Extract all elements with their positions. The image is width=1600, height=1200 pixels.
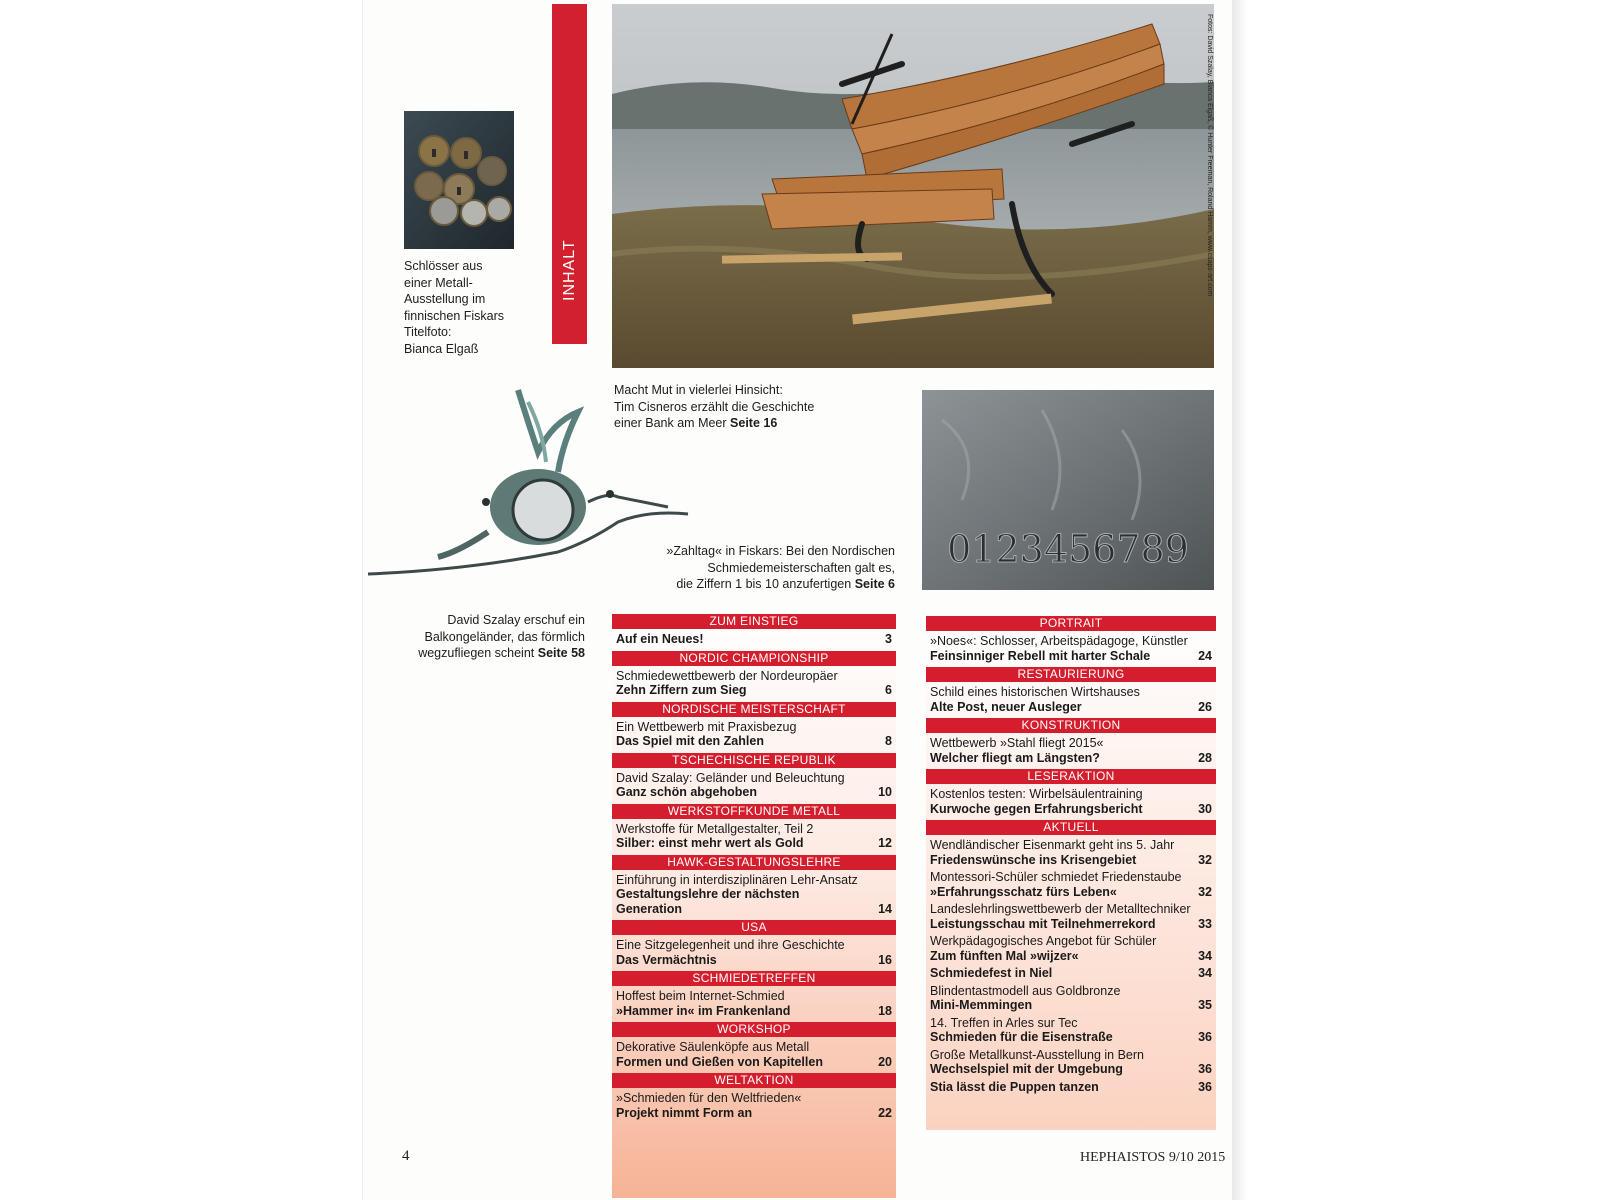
caption-line: David Szalay erschuf ein <box>447 613 585 627</box>
toc-entry[interactable] <box>612 989 896 1018</box>
caption-line: »Zahltag« in Fiskars: Bei den Nordischen <box>666 544 895 558</box>
toc-section-header: LESERAKTION <box>926 769 1216 784</box>
toc-entry-title: Mini-Memmingen <box>930 998 1033 1012</box>
page-reference: Seite 6 <box>854 577 895 591</box>
toc-entry[interactable] <box>926 685 1216 714</box>
photo-credit: Fotos: David Szalay, Bianca Elgaß, © Hunter Freeman, Roland Hamm, www.csaps-art.com <box>1206 14 1213 297</box>
toc-entry-subtitle: Montessori-Schüler schmiedet Friedenstaube <box>930 870 1182 884</box>
toc-section-header: WELTAKTION <box>612 1073 896 1088</box>
caption-text: einer Bank am Meer <box>614 416 727 430</box>
toc-entry[interactable] <box>926 838 1216 867</box>
toc-entry-subtitle: Dekorative Säulenköpfe aus Metall <box>616 1040 810 1054</box>
toc-entry-subtitle: Schmiedewettbewerb der Nordeuropäer <box>616 668 838 683</box>
toc-entry-title: Friedenswünsche ins Krisengebiet <box>930 852 1137 867</box>
toc-entry-subtitle: Werkstoffe für Metallgestalter, Teil 2 <box>616 821 814 836</box>
toc-entry[interactable] <box>612 632 896 647</box>
toc-section-header: ZUM EINSTIEG <box>612 614 896 629</box>
toc-entry-subtitle: David Szalay: Geländer und Beleuchtung <box>616 770 845 785</box>
page-reference: Seite 58 <box>537 646 585 660</box>
toc-entry[interactable] <box>612 873 896 917</box>
toc-entry-subtitle: Einführung in interdisziplinären Lehr-Ansatz <box>616 872 858 887</box>
zahltag-caption <box>600 543 895 593</box>
caption-line: Ausstellung im <box>404 292 486 306</box>
toc-entry-page: 3 <box>885 632 892 646</box>
toc-entry[interactable] <box>926 736 1216 765</box>
toc-entry[interactable] <box>926 787 1216 816</box>
balkon-caption <box>380 612 585 662</box>
toc-entry[interactable] <box>926 870 1216 899</box>
toc-entry-page: 24 <box>1198 648 1212 663</box>
inhalt-label: INHALT <box>561 239 578 301</box>
toc-entry-title: Welcher fliegt am Längsten? <box>930 750 1100 765</box>
bench-photo <box>612 4 1214 368</box>
toc-entry-page: 22 <box>878 1105 892 1120</box>
caption-text: die Ziffern 1 bis 10 anzufertigen <box>676 577 852 591</box>
toc-entry-page: 20 <box>878 1054 892 1069</box>
toc-entry-subtitle: Große Metallkunst-Ausstellung in Bern <box>930 1047 1144 1062</box>
toc-entry-page: 32 <box>1198 884 1212 899</box>
toc-section-header: RESTAURIERUNG <box>926 667 1216 682</box>
toc-entry-title: Kurwoche gegen Erfahrungsbericht <box>930 801 1143 816</box>
caption-line: Titelfoto: <box>404 325 452 339</box>
toc-entry-subtitle: Wendländischer Eisenmarkt geht ins 5. Jahr <box>930 838 1175 852</box>
toc-entry-page: 6 <box>885 683 892 697</box>
toc-entry-title: Projekt nimmt Form an <box>616 1105 753 1120</box>
toc-entry-subtitle: Blindentastmodell aus Goldbronze <box>930 983 1121 998</box>
toc-entry-subtitle: »Noes«: Schlosser, Arbeitspädagoge, Künstler <box>930 634 1188 648</box>
caption-line: Bianca Elgaß <box>404 341 479 356</box>
toc-section-header: PORTRAIT <box>926 616 1216 631</box>
page-number: 4 <box>402 1148 410 1164</box>
toc-entry-page: 34 <box>1198 966 1212 980</box>
toc-entry-page: 14 <box>878 901 892 916</box>
toc-section-header: WORKSHOP <box>612 1022 896 1037</box>
toc-entry-title: Wechselspiel mit der Umgebung <box>930 1062 1123 1076</box>
toc-entry-title: Das Spiel mit den Zahlen <box>616 734 764 748</box>
toc-section-header: HAWK-GESTALTUNGSLEHRE <box>612 855 896 870</box>
toc-entry-title: Zehn Ziffern zum Sieg <box>616 683 747 697</box>
caption-line <box>600 576 895 593</box>
toc-entry-page: 26 <box>1198 699 1212 714</box>
toc-entry-title: Zum fünften Mal »wijzer« <box>930 948 1079 963</box>
digits-photo <box>922 390 1214 590</box>
toc-section-header: NORDISCHE MEISTERSCHAFT <box>612 702 896 717</box>
toc-entry[interactable] <box>926 934 1216 963</box>
toc-entry[interactable] <box>612 822 896 851</box>
toc-entry-title: Stia lässt die Puppen tanzen <box>930 1079 1099 1094</box>
toc-entry-title: »Hammer in« im Frankenland <box>616 1003 791 1018</box>
page-reference: Seite 16 <box>730 416 778 430</box>
caption-line: Schmiedemeisterschaften galt es, <box>707 560 895 575</box>
toc-entry-title: Schmieden für die Eisenstraße <box>930 1030 1113 1044</box>
toc-entry-subtitle: Schild eines historischen Wirtshauses <box>930 685 1140 699</box>
caption-line: einer Metall- <box>404 275 473 290</box>
toc-entry[interactable] <box>926 984 1216 1013</box>
toc-entry[interactable] <box>612 1040 896 1069</box>
toc-section-header: NORDIC CHAMPIONSHIP <box>612 651 896 666</box>
caption-line: finnischen Fiskars <box>404 308 505 323</box>
caption-text: wegzufliegen scheint <box>418 646 535 660</box>
toc-entry-subtitle: Kostenlos testen: Wirbelsäulentraining <box>930 787 1143 801</box>
locks-caption <box>404 258 544 357</box>
toc-entry-title: Schmiedefest in Niel <box>930 966 1053 980</box>
toc-entry-page: 33 <box>1198 916 1212 931</box>
toc-section-header: USA <box>612 920 896 935</box>
toc-entry[interactable] <box>926 902 1216 931</box>
toc-entry-page: 36 <box>1198 1062 1212 1076</box>
toc-entry-page: 34 <box>1198 948 1212 963</box>
toc-entry[interactable] <box>612 1091 896 1120</box>
toc-section-header: TSCHECHISCHE REPUBLIK <box>612 753 896 768</box>
toc-section-header: WERKSTOFFKUNDE METALL <box>612 804 896 819</box>
toc-entry[interactable] <box>612 771 896 800</box>
toc-entry-title: Das Vermächtnis <box>616 952 717 967</box>
toc-entry-page: 32 <box>1198 852 1212 867</box>
toc-section-header: KONSTRUKTION <box>926 718 1216 733</box>
toc-entry-title: »Erfahrungsschatz fürs Leben« <box>930 884 1117 899</box>
toc-entry-title: Auf ein Neues! <box>616 632 704 646</box>
toc-entry[interactable] <box>612 720 896 749</box>
toc-entry[interactable] <box>926 1048 1216 1077</box>
toc-entry-title: Gestaltungslehre der nächsten Generation <box>616 887 800 916</box>
page-edge-shadow <box>1232 0 1248 1200</box>
toc-entry-page: 10 <box>878 785 892 799</box>
toc-entry-subtitle: Ein Wettbewerb mit Praxisbezug <box>616 719 797 734</box>
toc-entry[interactable] <box>612 938 896 967</box>
toc-entry-subtitle: Werkpädagogisches Angebot für Schüler <box>930 934 1157 948</box>
toc-left-column <box>612 614 896 1198</box>
toc-entry-page: 16 <box>878 952 892 967</box>
toc-entry-page: 12 <box>878 836 892 850</box>
caption-line: Tim Cisneros erzählt die Geschichte <box>614 399 815 414</box>
toc-entry-subtitle: 14. Treffen in Arles sur Tec <box>930 1015 1078 1030</box>
caption-line: Macht Mut in vielerlei Hinsicht: <box>614 383 783 397</box>
toc-entry-title: Alte Post, neuer Ausleger <box>930 699 1082 714</box>
caption-line <box>380 645 585 662</box>
magazine-issue: HEPHAISTOS 9/10 2015 <box>1080 1150 1226 1165</box>
toc-entry-page: 35 <box>1198 998 1212 1012</box>
caption-line: Schlösser aus <box>404 259 483 273</box>
toc-entry-subtitle: Hoffest beim Internet-Schmied <box>616 989 785 1003</box>
caption-line: Balkongeländer, das förmlich <box>424 629 585 644</box>
toc-entry-title: Silber: einst mehr wert als Gold <box>616 836 804 850</box>
toc-entry-title: Ganz schön abgehoben <box>616 785 757 799</box>
toc-entry[interactable] <box>926 1080 1216 1095</box>
toc-entry-page: 18 <box>878 1003 892 1018</box>
inhalt-tab <box>552 4 587 344</box>
toc-entry-title: Leistungsschau mit Teilnehmerrekord <box>930 916 1156 931</box>
toc-entry-subtitle: Eine Sitzgelegenheit und ihre Geschichte <box>616 938 845 952</box>
toc-entry-subtitle: Landeslehrlingswettbewerb der Metalltechniker <box>930 902 1191 916</box>
toc-entry[interactable] <box>612 669 896 698</box>
toc-entry-page: 30 <box>1198 801 1212 816</box>
toc-entry-page: 36 <box>1198 1079 1212 1094</box>
digits-text: 0123456789 <box>947 527 1189 571</box>
toc-section-header: SCHMIEDETREFFEN <box>612 971 896 986</box>
toc-entry-subtitle: »Schmieden für den Weltfrieden« <box>616 1091 802 1105</box>
toc-entry[interactable] <box>926 1016 1216 1045</box>
toc-entry-page: 8 <box>885 734 892 748</box>
toc-entry-page: 28 <box>1198 750 1212 765</box>
locks-photo <box>404 111 514 249</box>
toc-entry[interactable] <box>926 634 1216 663</box>
toc-entry-subtitle: Wettbewerb »Stahl fliegt 2015« <box>930 736 1104 750</box>
toc-section-header: AKTUELL <box>926 820 1216 835</box>
toc-entry-title: Feinsinniger Rebell mit harter Schale <box>930 648 1151 663</box>
toc-entry-title: Formen und Gießen von Kapitellen <box>616 1054 823 1069</box>
toc-right-column <box>926 616 1216 1130</box>
toc-entry-page: 36 <box>1198 1030 1212 1044</box>
toc-entry[interactable] <box>926 966 1216 981</box>
